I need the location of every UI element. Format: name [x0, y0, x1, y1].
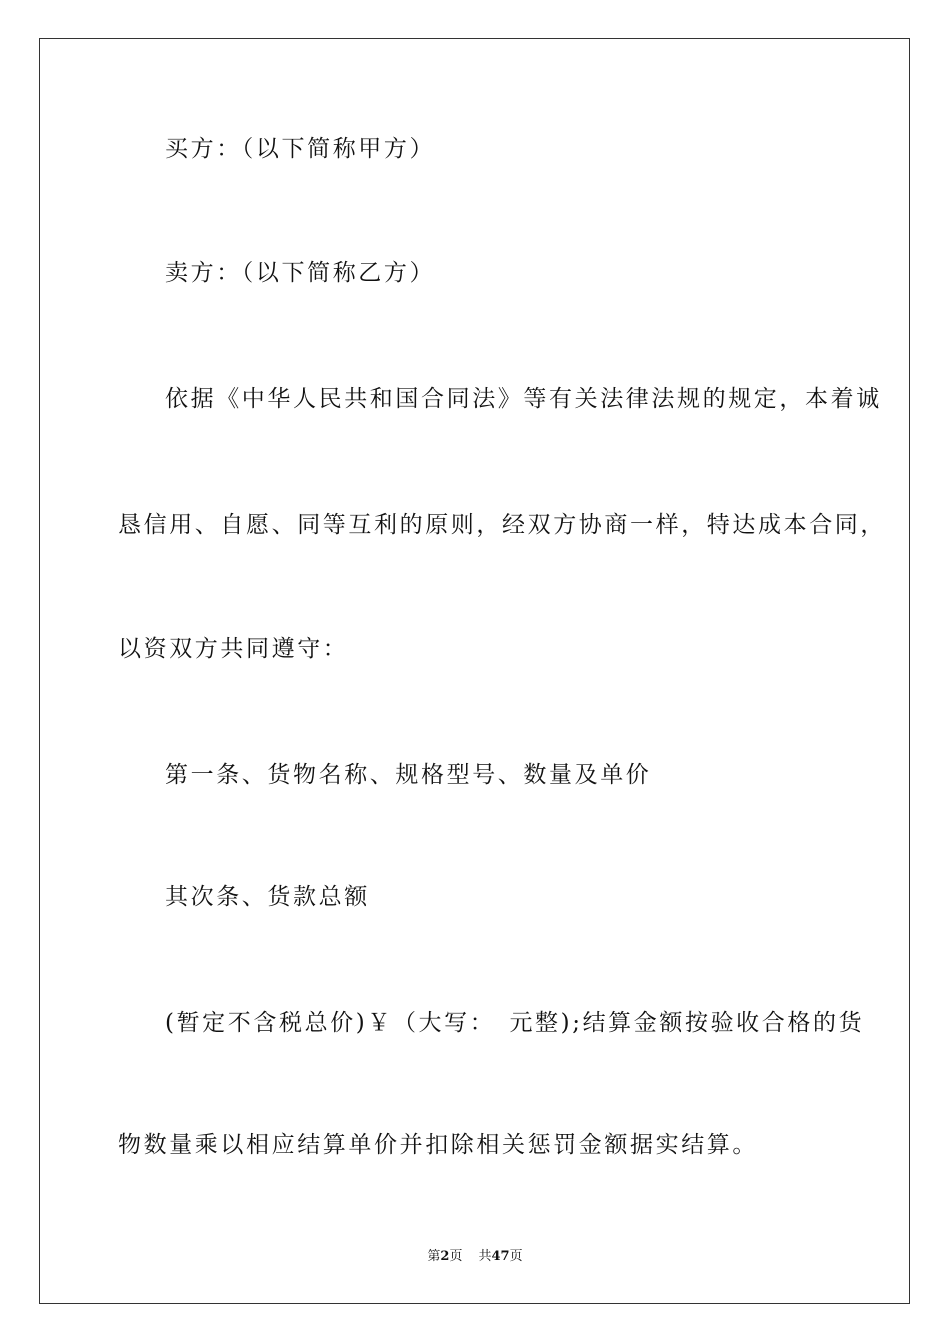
article-2-heading: 其次条、货款总额 — [165, 884, 370, 910]
article-1-heading: 第一条、货物名称、规格型号、数量及单价 — [165, 762, 652, 788]
total-suffix: 页 — [509, 1249, 523, 1264]
price-line-2: 物数量乘以相应结算单价并扣除相关惩罚金额据实结算。 — [118, 1132, 758, 1158]
preamble-line-2: 恳信用、自愿、同等互利的原则，经双方协商一样，特达成本合同， — [118, 512, 886, 538]
total-pages: 47 — [491, 1249, 510, 1264]
page-footer — [0, 1248, 950, 1266]
preamble-line-1: 依据《中华人民共和国合同法》等有关法律法规的规定，本着诚 — [165, 386, 882, 412]
page-number: 2 — [440, 1249, 450, 1264]
page-prefix: 第 — [427, 1249, 441, 1264]
price-line-1: (暂定不含税总价)￥（大写： 元整);结算金额按验收合格的货 — [165, 1010, 865, 1036]
page-frame — [39, 38, 910, 1304]
preamble-line-3: 以资双方共同遵守： — [118, 636, 349, 662]
seller-line: 卖方：（以下简称乙方） — [165, 260, 436, 286]
page-suffix: 页 — [449, 1249, 463, 1264]
buyer-line: 买方：（以下简称甲方） — [165, 136, 436, 162]
total-prefix: 共 — [478, 1249, 492, 1264]
